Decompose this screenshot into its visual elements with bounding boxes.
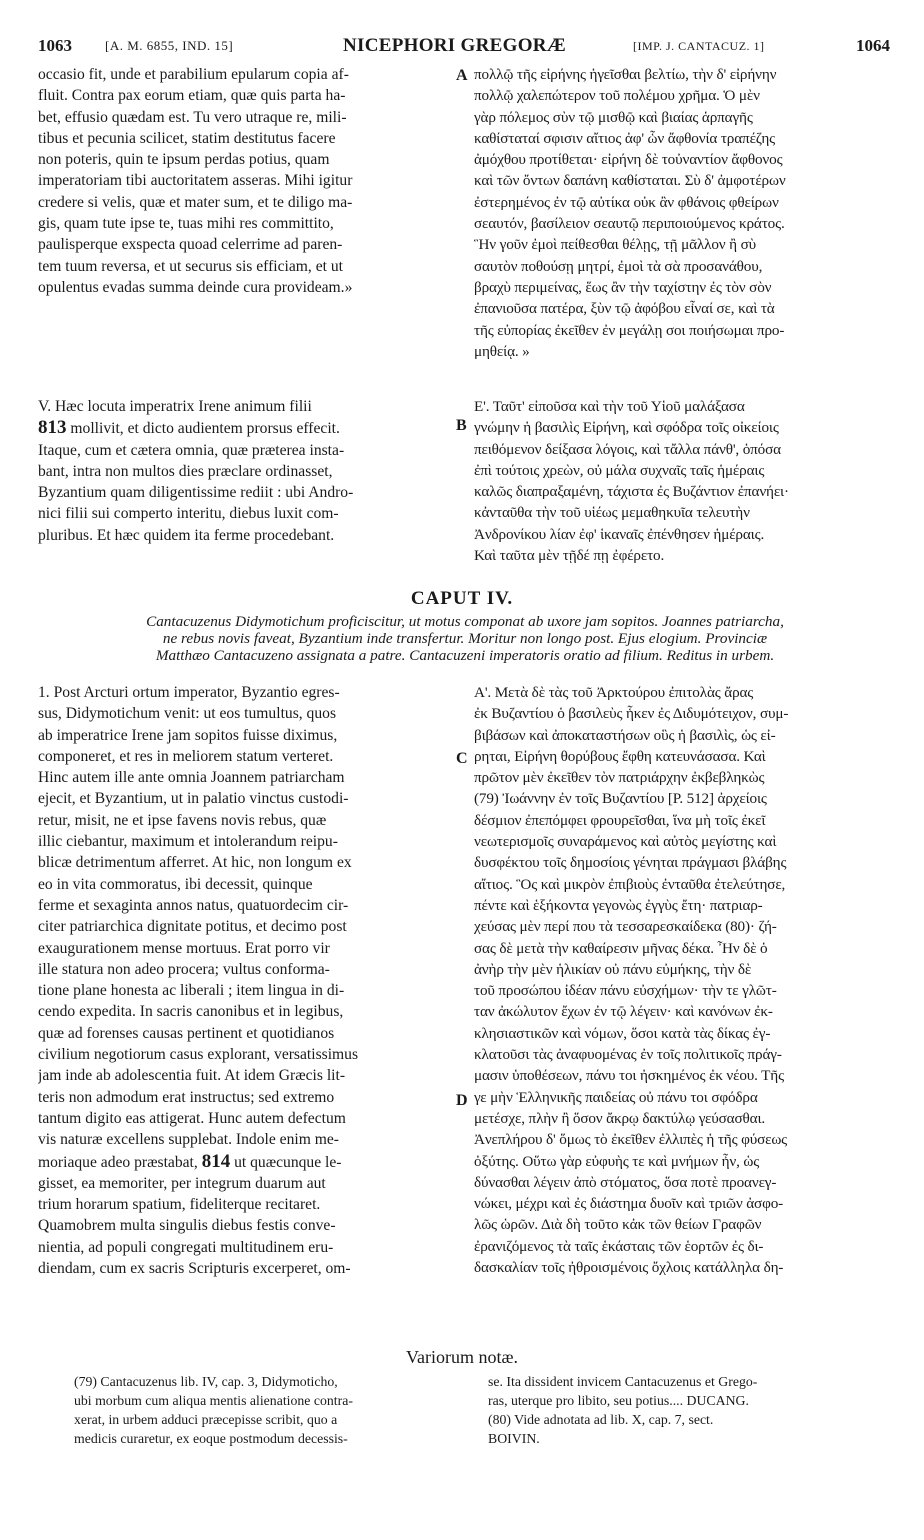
chapter-summary <box>42 613 888 664</box>
greek-line: ἐπὶ τούτοις χρεὼν, οὐ μάλα συχναῖς ταῖς ἡμέραις <box>474 461 765 479</box>
greek-line: δυσφέκτου τοῖς δημοσίοις γένηται πράγμασι βλάβης <box>474 854 787 872</box>
text-run: jam inde ab adolescentia fuit. At idem Græcis lit- <box>38 1067 346 1085</box>
greek-line: ἀμόχθου προτίθεται· εἰρήνη δὲ τοὐναντίον ἄφθονος <box>474 151 783 169</box>
latin-column-cd <box>38 682 456 1279</box>
notes-title: Variorum notæ. <box>406 1347 518 1367</box>
greek-line: ἐρανιζόμενος τὰ ταῖς ἑκάσταις τῶν ἑορτῶν ἐς δι- <box>474 1237 764 1255</box>
greek-line: σεαυτόν, βασίλειον σεαυτῷ περιποιούμενος κράτος. <box>474 215 785 233</box>
note-line: ras, uterque pro libito, seu potius.... DUCANG. <box>488 1393 749 1408</box>
greek-line: Α'. Μετὰ δὲ τὰς τοῦ Ἀρκτούρου ἐπιτολὰς ἄρας <box>474 684 754 701</box>
greek-line: γὰρ πόλεμος σὺν τῷ μισθῷ καὶ βιαίας ἁρπαγῆς <box>474 108 753 126</box>
margin-marker-d: D <box>456 1092 468 1109</box>
column-number: 814 <box>201 1150 231 1172</box>
greek-line: ἐστερημένος ἐν τῷ αὐτίκα οὐκ ἂν φθάνοις φθείρων <box>474 193 779 211</box>
latin-line <box>38 396 456 417</box>
greek-line: ἀνὴρ τὴν μὲν ἡλικίαν οὐ πάνυ εὐμήκης, τὴν δὲ <box>474 960 752 978</box>
latin-line <box>38 895 456 916</box>
right-running-meta: [IMP. J. CANTACUZ. 1] <box>633 39 765 53</box>
latin-line: credere si velis, quæ et mater sum, et te diligo ma- <box>38 193 353 211</box>
latin-line <box>38 959 456 980</box>
text-run: illic ciebantur, maximum et intolerandum reipu- <box>38 833 338 851</box>
greek-line: γε μὴν Ἑλληνικῆς παιδείας οὐ πάνυ τοι σφόδρα <box>474 1088 758 1106</box>
text-run: gisset, ea memoriter, per integrum duarum aut <box>38 1174 326 1192</box>
note-line: ubi morbum cum aliqua mentis alienatione contra- <box>74 1393 353 1408</box>
greek-line: αἴτιος. Ὃς καὶ μικρὸν ἐπιβιοὺς ἐνταῦθα ἐτελεύτησε, <box>474 875 786 893</box>
latin-line <box>38 461 456 482</box>
text-run: componeret, et res in meliorem statum verteret. <box>38 747 334 765</box>
margin-marker-a: A <box>456 67 468 84</box>
greek-line: καθίσταταί σφισιν αἴτιος ἀφ' ὧν ἄφθονία τραπέζης <box>474 129 775 147</box>
greek-line: νεωτερισμοῖς συναράμενος καὶ αὐτὸς μεγίστης καὶ <box>474 833 777 851</box>
text-run: exaugurationem mense mortuus. Erat porro vir <box>38 939 330 957</box>
text-run: tantum digito eas attigerat. Hunc autem defectum <box>38 1109 346 1127</box>
greek-line: κλατοῦσι τὰς ἀναφυομένας ἐν τοῖς πολιτικοῖς πράγ- <box>474 1046 782 1064</box>
text-run: Quamobrem multa singulis diebus festis conve- <box>38 1217 336 1235</box>
greek-line: ταν ἀκώλυτον ἔχων ἐν τῷ λέγειν· καὶ κανόνων ἐκ- <box>474 1003 773 1021</box>
latin-line <box>38 1108 456 1129</box>
latin-line <box>38 1151 456 1173</box>
latin-line <box>38 1258 456 1279</box>
text-run: retur, misit, ne et ipse favens novis rebus, quæ <box>38 811 327 829</box>
greek-line: πολλῷ τῆς εἰρήνης ἡγεῖσθαι βελτίω, τὴν δ' εἰρήνην <box>474 66 777 83</box>
chapter-title: CAPUT IV. <box>410 588 514 609</box>
text-run: citer patriarchica dignitate potitus, et decimo post <box>38 918 347 936</box>
greek-line: δασκαλίαν τοῖς ἠθροισμένοις ὄχλοις κατάλληλα δη- <box>474 1259 784 1277</box>
latin-line <box>38 746 456 767</box>
greek-line: Ε'. Ταῦτ' εἰποῦσα καὶ τὴν τοῦ Υἱοῦ μαλάξασα <box>474 398 745 415</box>
text-run: teris non admodum erat instructus; sed extremo <box>38 1088 335 1106</box>
text-run: sus, Didymotichum venit: ut eos tumultus, quos <box>38 705 337 723</box>
greek-line: τοῦ προσώπου ἰδέαν πάνυ εὐσχήμων· τὴν τε γλῶτ- <box>474 982 777 1000</box>
latin-line: paulisperque exspecta quoad celerrime ad paren- <box>38 236 343 254</box>
latin-line: tem tuum reversa, et ut securus sis efficiam, et ut <box>38 257 343 275</box>
latin-line: gis, quam tute ipse te, tuas mihi res committito, <box>38 215 334 233</box>
latin-line <box>38 810 456 831</box>
greek-line: Καὶ ταῦτα μὲν τῇδέ πῃ ἐφέρετο. <box>474 547 665 565</box>
latin-line <box>38 916 456 937</box>
latin-line <box>38 482 456 503</box>
text-run: V. Hæc locuta imperatrix Irene animum filii <box>38 398 312 415</box>
text-run: nientia, ad populi congregati multitudinem eru- <box>38 1238 334 1256</box>
latin-line <box>38 1194 456 1215</box>
latin-line <box>38 1065 456 1086</box>
greek-column-a <box>474 64 898 362</box>
text-run: Hinc autem ille ante omnia Joannem patriarcham <box>38 769 345 787</box>
summary-line: ne rebus novis faveat, Byzantium inde transfertur. Moritur non longo post. Ejus elogium. Provinciæ <box>162 630 768 647</box>
latin-line <box>38 1087 456 1108</box>
greek-column-b <box>474 396 898 566</box>
latin-line <box>38 767 456 788</box>
page-header <box>38 34 890 58</box>
text-run: bant, intra non multos dies præclare ordinasset, <box>38 462 333 480</box>
greek-line: καλῶς διαπραξαμένη, τάχιστα ἐς Βυζάντιον ἐπανήει· <box>474 483 789 501</box>
text-run: cendo expedita. In sacris canonibus et in legibus, <box>38 1003 344 1021</box>
text-run: civilium negotiorum casus explorant, versatissimus <box>38 1046 359 1064</box>
greek-line: ἐκ Βυζαντίου ὁ βασιλεὺς ἧκεν ἐς Διδυμότειχον, συμ- <box>474 705 789 723</box>
text-run: Byzantium quam diligentissime rediit : ubi Andro- <box>38 484 354 502</box>
note-line: (79) Cantacuzenus lib. IV, cap. 3, Didymoticho, <box>74 1374 338 1389</box>
text-run: nici filii sui comperto interitu, diebus luxit com- <box>38 505 339 523</box>
text-run: pluribus. Et hæc quidem ita ferme procedebant. <box>38 526 335 544</box>
greek-line: κἀνταῦθα τὴν τοῦ υἱέως μεμαθηκυῖα τελευτὴν <box>474 504 750 522</box>
greek-line: πέντε καὶ ἑξήκοντα γεγονὼς ἐγγὺς ἔτη· πατριαρ- <box>474 896 763 914</box>
text-run: vis naturæ excellens supplebat. Indole enim me- <box>38 1131 339 1149</box>
text-run: Itaque, cum et cætera omnia, quæ præterea insta- <box>38 441 345 459</box>
latin-line <box>38 682 456 703</box>
latin-line <box>38 980 456 1001</box>
note-line: xerat, in urbem adduci præcepisse scribit, quo a <box>74 1412 338 1427</box>
latin-line <box>38 703 456 724</box>
greek-line: ρηται, Εἰρήνη θορύβους ἔφθη κατευνάσασα. Καὶ <box>474 747 766 765</box>
greek-line: μηθείᾳ. » <box>474 342 530 360</box>
text-run: eo in vita commoratus, ibi decessit, quinque <box>38 875 313 893</box>
greek-line: τῆς εὐπορίας ἐκεῖθεν ἐν μεγάλῃ σοι ποιήσωμαι προ- <box>474 321 785 339</box>
greek-line: πρῶτον μὲν ἐκεῖθεν τὸν πατριάρχην ἐκβεβληκὼς <box>474 769 765 787</box>
latin-line: tibus et pecunia scilicet, statim destitutus facere <box>38 129 336 147</box>
text-run: mollivit, et dicto audientem prorsus effecit. <box>66 420 340 438</box>
greek-line: χεύσας μὲν περί που τὰ τεσσαρεσκαίδεκα (80)· ζή- <box>474 918 777 936</box>
latin-line <box>38 874 456 895</box>
note-line: BOIVIN. <box>488 1431 540 1446</box>
text-run: ut quæcunque le- <box>230 1153 342 1171</box>
left-running-meta: [A. M. 6855, IND. 15] <box>105 38 234 53</box>
text-run: ferme et sexaginta annos natus, quatuordecim cir- <box>38 896 349 914</box>
latin-line <box>38 1023 456 1044</box>
latin-line: bet, effusio quædam est. Tu vero utraque re, mili- <box>38 108 347 126</box>
greek-line: καὶ τῶν ὄντων δαπάνη καθίσταται. Σὺ δ' ἀμφοτέρων <box>474 172 786 190</box>
latin-line <box>38 1173 456 1194</box>
text-run: ejecit, et Byzantium, ut in palatio vinctus custodi- <box>38 790 349 808</box>
running-title: NICEPHORI GREGORÆ <box>343 35 567 56</box>
latin-line <box>38 1129 456 1150</box>
greek-line: σαυτὸν ποθούσῃ μητρί, ἐμοὶ τὰ σὰ προσανάθου, <box>474 257 763 275</box>
greek-line: μασιν ὑποθέσεων, πάνυ τοι ἠσκημένος ἐκ νέου. Τῆς <box>474 1067 784 1085</box>
latin-line: occasio fit, unde et parabilium epularum copia af- <box>38 66 349 83</box>
left-page-number: 1063 <box>38 36 72 55</box>
latin-line <box>38 831 456 852</box>
greek-line: σας δὲ μετὰ τὴν καθαίρεσιν μῆνας δέκα. Ἦν δὲ ὁ <box>474 939 768 957</box>
greek-line: νώκει, μέχρι καὶ ἐς διάστημα δυοῖν καὶ τριῶν ἀσφο- <box>474 1195 784 1213</box>
column-number: 813 <box>38 417 67 439</box>
summary-line: Cantacuzenus Didymotichum proficiscitur, ut motus componat ab uxore jam sopitos. Joannes patriarcha, <box>146 613 784 630</box>
greek-line: γνώμην ἡ βασιλὶς Εἰρήνη, καὶ σφόδρα τοῖς οἰκείοις <box>474 419 779 437</box>
note-line: se. Ita dissident invicem Cantacuzenus et Grego- <box>488 1374 758 1389</box>
greek-line: Ἀνδρονίκου λίαν ἐφ' ἱκαναῖς ἐπένθησεν ἡμέραις. <box>474 525 765 543</box>
greek-column-cd <box>474 682 898 1278</box>
greek-line: λῶς ὡρῶν. Διὰ δὴ τοῦτο κἀκ τῶν θείων Γραφῶν <box>474 1216 762 1234</box>
latin-line <box>38 1237 456 1258</box>
latin-column-b <box>38 396 456 546</box>
text-run: trium horarum spatium, fideliterque recitaret. <box>38 1196 321 1214</box>
text-run: 1. Post Arcturi ortum imperator, Byzantio egres- <box>38 684 340 701</box>
latin-line <box>38 852 456 873</box>
latin-line: imperatoriam tibi auctoritatem asseras. Mihi igitur <box>38 172 353 190</box>
latin-line: non poteris, quin te ipsum perdas potius, quam <box>38 151 330 169</box>
latin-line <box>38 725 456 746</box>
latin-line <box>38 440 456 461</box>
greek-line: Ἣν γοῦν ἐμοὶ πείθεσθαι θέλῃς, τῇ μᾶλλον ἢ σὺ <box>474 236 756 254</box>
greek-line: δέσμιον ἐπεπόμφει φρουρεῖσθαι, ἵνα μὴ τοῖς ἐκεῖ <box>474 811 766 829</box>
latin-line <box>38 1001 456 1022</box>
text-run: quæ ad forenses causas pertinent et quotidianos <box>38 1024 335 1042</box>
latin-column-a <box>38 64 456 298</box>
text-run: blicæ detrimentum afferret. At hic, non longum ex <box>38 854 352 872</box>
note-line: (80) Vide adnotata ad lib. X, cap. 7, sect. <box>488 1412 714 1427</box>
latin-line: opulentus evadas summa deinde cura provideam.» <box>38 278 353 296</box>
summary-line: Matthæo Cantacuzeno assignata a patre. Cantacuzeni imperatoris oratio ad filium. Reditus in urbem. <box>155 647 775 664</box>
text-run: diendam, cum ex sacris Scripturis excerperet, om- <box>38 1260 351 1278</box>
latin-line <box>38 1215 456 1236</box>
greek-line: (79) Ἰωάννην ἐν τοῖς Βυζαντίου [P. 512] ἀρχείοις <box>474 790 767 808</box>
notes-right-column <box>488 1372 892 1448</box>
greek-line: πολλῷ χαλεπώτερον τοῦ πολέμου χρῆμα. Ὁ μὲν <box>474 87 760 105</box>
text-run: moriaque adeo præstabat, <box>38 1153 202 1171</box>
text-run: tione plane honesta ac liberali ; item lingua in di- <box>38 982 345 1000</box>
margin-marker-c: C <box>456 750 468 767</box>
right-page-number: 1064 <box>856 36 890 55</box>
text-run: ab imperatrice Irene jam sopitos fuisse diximus, <box>38 726 338 744</box>
greek-line: μετέσχε, πλὴν ἢ ὅσον ἄκρῳ δακτύλῳ γεύσασθαι. <box>474 1109 766 1127</box>
text-run: ille statura non adeo procera; vultus conforma- <box>38 960 330 978</box>
latin-line <box>38 525 456 546</box>
notes-left-column <box>74 1372 472 1448</box>
greek-line: κλησιαστικῶν καὶ νόμων, ὅσοι κατὰ τὰς δίκας ἐγ- <box>474 1024 771 1042</box>
latin-line <box>38 503 456 524</box>
latin-line <box>38 938 456 959</box>
margin-marker-b: B <box>456 417 467 434</box>
greek-line: βραχὺ περιμείνας, ἕως ἂν τὴν ταχίστην ἐς τὸν σὸν <box>474 278 772 296</box>
greek-line: δύνασθαι λέγειν ἀπὸ στόματος, ὅσα ποτὲ προανεγ- <box>474 1173 777 1191</box>
greek-line: πειθόμενον δείξασα λόγοις, καὶ τἄλλα πάνθ', ὁπόσα <box>474 440 781 458</box>
latin-line: fluit. Contra pax eorum etiam, quæ quis parta ha- <box>38 87 346 105</box>
latin-line <box>38 1044 456 1065</box>
greek-line: ἐπανιοῦσα πατέρα, ξὺν τῷ ἀφόβου εἶναί σε, καὶ τὰ <box>474 300 775 318</box>
latin-line <box>38 788 456 809</box>
greek-line: Ἀνεπλήρου δ' ὅμως τὸ ἐκεῖθεν ἐλλιπὲς ἡ τῆς φύσεως <box>474 1131 788 1149</box>
latin-line <box>38 417 456 439</box>
note-line: medicis curaretur, ex eoque postmodum decessis- <box>74 1431 348 1446</box>
greek-line: ὀξύτης. Οὕτω γὰρ εὐφυὴς τε καὶ μνήμων ἦν, ὡς <box>474 1152 760 1170</box>
greek-line: βιβάσων καὶ ἀποκαταστήσων οὓς ἡ βασιλὶς, ὡς εἰ- <box>474 726 776 744</box>
